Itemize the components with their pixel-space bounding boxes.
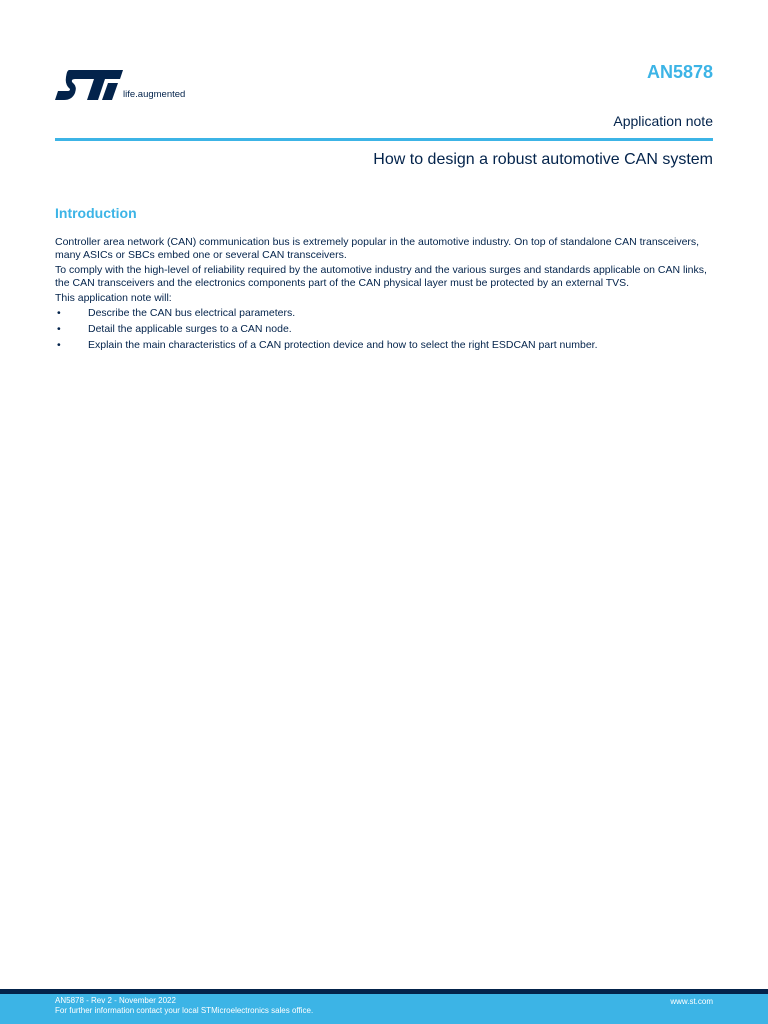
footer-contact: For further information contact your local STMicroelectronics sales office. bbox=[55, 1006, 314, 1015]
footer-revision: AN5878 - Rev 2 - November 2022 bbox=[55, 996, 176, 1005]
list-item-text: Describe the CAN bus electrical parameters. bbox=[88, 307, 296, 319]
list-item bbox=[55, 339, 715, 352]
document-title: How to design a robust automotive CAN system bbox=[373, 151, 713, 168]
bullet-icon: • bbox=[57, 323, 61, 335]
list-item bbox=[55, 323, 715, 336]
footer-info bbox=[55, 996, 313, 1016]
intro-paragraph: Controller area network (CAN) communication bus is extremely popular in the automotive industry. On top of standalone CAN transceivers, many ASICs or SBCs embed one or several CAN transceivers. bbox=[55, 236, 700, 261]
introduction-body bbox=[55, 236, 715, 355]
bullet-icon: • bbox=[57, 339, 61, 351]
document-type: Application note bbox=[613, 113, 713, 129]
st-logo bbox=[55, 68, 205, 104]
intro-paragraph: To comply with the high-level of reliability required by the automotive industry and the various surges and standards applicable on CAN links, the CAN transceivers and the electronics components part of the CAN physical layer must be protected by an external TVS. bbox=[55, 264, 707, 289]
st-logo-mark bbox=[55, 68, 125, 104]
document-number: AN5878 bbox=[646, 62, 713, 82]
list-item bbox=[55, 307, 715, 320]
bullet-icon: • bbox=[57, 307, 61, 319]
footer-topline bbox=[0, 989, 768, 994]
list-item-text: Explain the main characteristics of a CAN protection device and how to select the right ESDCAN part number. bbox=[88, 339, 598, 351]
footer-website-link[interactable]: www.st.com bbox=[670, 997, 713, 1006]
intro-bullet-list bbox=[55, 307, 715, 352]
list-item-text: Detail the applicable surges to a CAN node. bbox=[88, 323, 292, 335]
introduction-heading: Introduction bbox=[55, 205, 137, 221]
header-divider bbox=[55, 138, 713, 141]
logo-tagline: life.augmented bbox=[123, 89, 186, 100]
intro-paragraph: This application note will: bbox=[55, 292, 172, 304]
